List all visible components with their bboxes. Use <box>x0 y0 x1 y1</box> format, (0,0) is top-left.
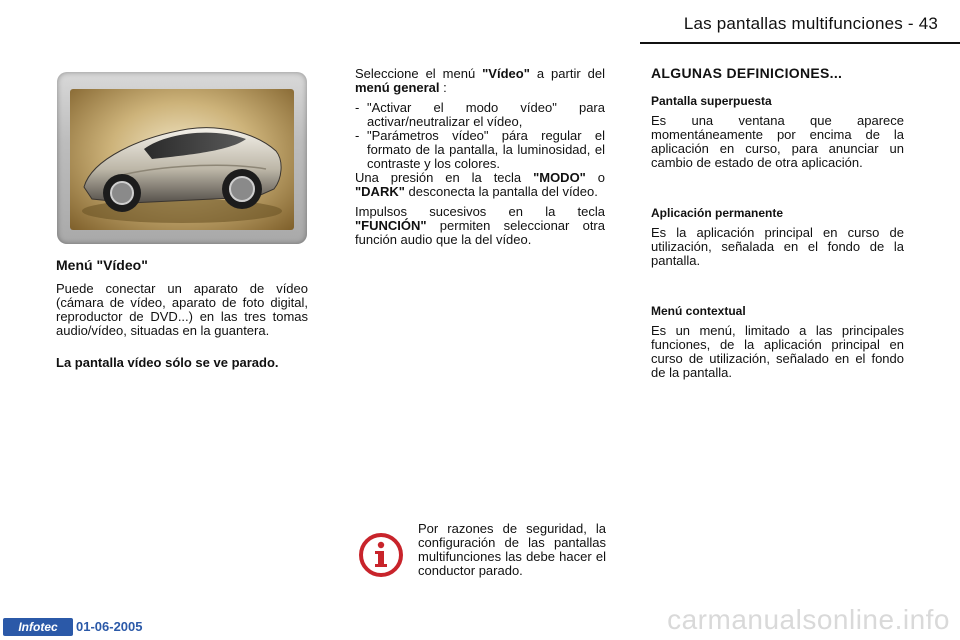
text-span: desconecta la pantalla del vídeo. <box>404 184 598 199</box>
definition-item <box>651 304 904 380</box>
definition-item <box>651 206 904 268</box>
bold-dark-label: "DARK" <box>355 184 405 199</box>
video-menu-section <box>56 258 308 376</box>
text-span: permiten seleccionar otra función audio que la del vídeo. <box>355 218 605 247</box>
safety-notice-text: Por razones de seguridad, la configuración de las pantallas multifunciones las debe hacer el conductor parado. <box>418 521 606 578</box>
bold-general-menu-label: menú general <box>355 80 440 95</box>
function-paragraph <box>355 205 605 247</box>
definition-text: Es la aplicación principal en curso de utilización, señalada en el fondo de la pantalla. <box>651 225 904 268</box>
video-parked-note: La pantalla vídeo sólo se ve parado. <box>56 355 279 370</box>
text-span: Seleccione el menú <box>355 66 483 81</box>
header-rule <box>640 42 960 44</box>
info-icon <box>358 532 404 578</box>
video-options-list <box>355 101 605 171</box>
definitions-section <box>651 66 904 416</box>
definition-term: Menú contextual <box>651 304 746 318</box>
page-header <box>0 0 960 44</box>
definition-text: Es un menú, limitado a las principales funciones, de la aplicación principal en curso de utilización, señalado en el fondo de la pantalla. <box>651 323 904 380</box>
list-item: - "Parámetros vídeo" pára regular el formato de la pantalla, la luminosidad, el contraste y los colores. <box>355 129 605 171</box>
page-title: Las pantallas multifunciones - 43 <box>683 14 938 33</box>
definition-item <box>651 94 904 170</box>
definition-term: Pantalla superpuesta <box>651 94 772 108</box>
definitions-heading: ALGUNAS DEFINICIONES... <box>651 65 843 81</box>
select-menu-paragraph <box>355 67 605 95</box>
bold-video-label: "Vídeo" <box>482 66 530 81</box>
text-span: a partir del <box>529 66 605 81</box>
bold-function-label: "FUNCIÓN" <box>355 218 427 233</box>
video-instructions-section <box>355 67 605 253</box>
definition-term: Aplicación permanente <box>651 206 784 220</box>
infotec-logo: Infotec <box>3 618 73 636</box>
text-span: o <box>585 170 605 185</box>
video-screen-image <box>57 72 307 244</box>
video-menu-heading: Menú "Vídeo" <box>56 257 148 273</box>
text-span: Una presión en la tecla <box>355 170 534 185</box>
video-menu-description: Puede conectar un aparato de vídeo (cámara de vídeo, aparato de foto digital, reproductor de DVD...) en las tres tomas audio/vídeo, situadas en la guantera. <box>56 281 308 338</box>
video-screen-display <box>70 89 294 230</box>
text-span: : <box>439 80 447 95</box>
bold-mode-label: "MODO" <box>533 170 586 185</box>
definition-text: Es una ventana que aparece momentáneamente por encima de la aplicación en curso, para anunciar un cambio de estado de otra aplicación. <box>651 113 904 170</box>
footer-date: 01-06-2005 <box>76 619 143 634</box>
list-item: - "Activar el modo vídeo" para activar/neutralizar el vídeo, <box>355 101 605 129</box>
concept-car-image <box>70 89 294 230</box>
text-span: Impulsos sucesivos en la tecla <box>355 204 605 219</box>
watermark: carmanualsonline.info <box>667 604 950 635</box>
mode-dark-paragraph <box>355 171 605 199</box>
safety-notice <box>358 522 608 592</box>
